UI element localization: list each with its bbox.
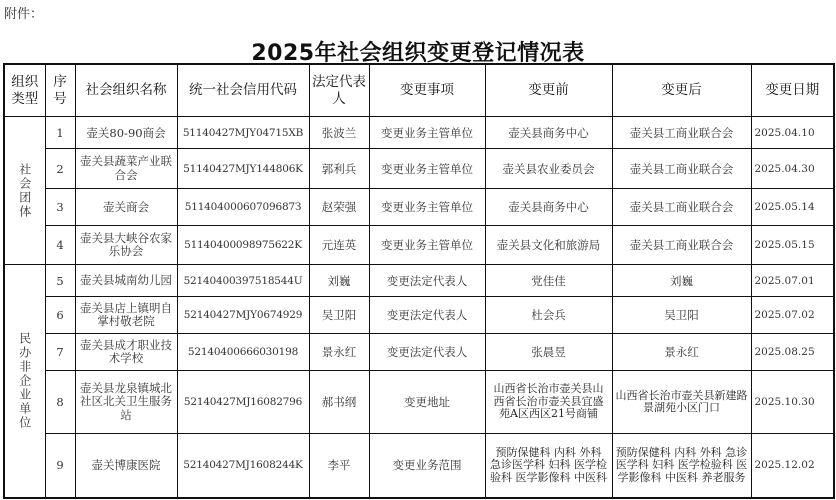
legal-rep-cell: 刘巍 <box>309 265 369 297</box>
change-date-cell: 2025.08.25 <box>751 334 834 371</box>
change-item-cell: 变更地址 <box>369 371 485 434</box>
change-date-cell: 2025.04.10 <box>751 117 834 149</box>
before-cell: 壶关县文化和旅游局 <box>485 226 612 265</box>
seq-cell: 2 <box>45 149 75 189</box>
legal-rep-cell: 赵荣强 <box>309 189 369 226</box>
page-title: 2025年社会组织变更登记情况表 <box>251 41 585 66</box>
change-item-cell: 变更业务主管单位 <box>369 149 485 189</box>
table-row <box>4 149 834 189</box>
legal-rep-cell: 吴卫阳 <box>309 297 369 334</box>
change-item-cell: 变更业务主管单位 <box>369 226 485 265</box>
after-cell: 壶关县工商业联合会 <box>612 189 751 226</box>
seq-cell: 8 <box>45 371 75 434</box>
before-cell: 壶关县商务中心 <box>485 117 612 149</box>
org-name-cell: 壶关县蔬菜产业联合会 <box>75 149 177 189</box>
org-name-cell: 壶关县龙泉镇城北社区北关卫生服务站 <box>75 371 177 434</box>
legal-rep-cell: 郝书纲 <box>309 371 369 434</box>
change-date-cell: 2025.10.30 <box>751 371 834 434</box>
credit-code-cell: 51140427MJY04715XB <box>177 117 309 149</box>
after-cell: 壶关县工商业联合会 <box>612 149 751 189</box>
credit-code-cell: 52140400666030198 <box>177 334 309 371</box>
change-item-cell: 变更法定代表人 <box>369 297 485 334</box>
header-change-item: 变更事项 <box>369 64 485 117</box>
before-cell: 杜会兵 <box>485 297 612 334</box>
credit-code-cell: 52140427MJY0674929 <box>177 297 309 334</box>
seq-cell: 4 <box>45 226 75 265</box>
credit-code-cell: 52140427MJ16082796 <box>177 371 309 434</box>
header-credit-code: 统一社会信用代码 <box>177 64 309 117</box>
change-date-cell: 2025.07.01 <box>751 265 834 297</box>
header-change-date: 变更日期 <box>751 64 834 117</box>
after-cell: 刘巍 <box>612 265 751 297</box>
legal-rep-cell: 郭利兵 <box>309 149 369 189</box>
legal-rep-cell: 李平 <box>309 434 369 498</box>
header-org-name: 社会组织名称 <box>75 64 177 117</box>
credit-code-cell: 52140400397518544U <box>177 265 309 297</box>
seq-cell: 1 <box>45 117 75 149</box>
change-item-cell: 变更业务主管单位 <box>369 189 485 226</box>
change-date-cell: 2025.04.30 <box>751 149 834 189</box>
header-after: 变更后 <box>612 64 751 117</box>
org-name-cell: 壶关县店上镇明自掌村敬老院 <box>75 297 177 334</box>
change-registration-table <box>3 63 835 499</box>
credit-code-cell: 51140400060709687З <box>177 189 309 226</box>
header-legal-rep: 法定代表人 <box>309 64 369 117</box>
attachment-label: 附件： <box>4 7 44 22</box>
before-cell: 预防保健科 内科 外科 急诊医学科 妇科 医学检验科 医学影像科 中医科 <box>485 434 612 498</box>
table-row <box>4 226 834 265</box>
before-cell: 党佳佳 <box>485 265 612 297</box>
table-row <box>4 189 834 226</box>
org-name-cell: 壶关县成才职业技术学校 <box>75 334 177 371</box>
after-cell: 山西省长治市壶关县新建路景湖苑小区门口 <box>612 371 751 434</box>
table-row <box>4 334 834 371</box>
table-header-row <box>4 64 834 117</box>
org-name-cell: 壶关县大峡谷农家乐协会 <box>75 226 177 265</box>
header-seq-no: 序号 <box>45 64 75 117</box>
legal-rep-cell: 景永红 <box>309 334 369 371</box>
header-before: 变更前 <box>485 64 612 117</box>
table-row <box>4 297 834 334</box>
legal-rep-cell: 元连英 <box>309 226 369 265</box>
after-cell: 预防保健科 内科 外科 急诊医学科 妇科 医学检验科 医学影像科 中医科 养老服务 <box>612 434 751 498</box>
change-item-cell: 变更法定代表人 <box>369 334 485 371</box>
org-name-cell: 壶关80-90商会 <box>75 117 177 149</box>
seq-cell: 9 <box>45 434 75 498</box>
table-row <box>4 371 834 434</box>
change-date-cell: 2025.07.02 <box>751 297 834 334</box>
change-date-cell: 2025.05.15 <box>751 226 834 265</box>
category-cell: 民办非企业单位 <box>4 265 45 498</box>
after-cell: 景永红 <box>612 334 751 371</box>
change-item-cell: 变更业务主管单位 <box>369 117 485 149</box>
category-cell: 社会团体 <box>4 117 45 265</box>
change-item-cell: 变更法定代表人 <box>369 265 485 297</box>
after-cell: 吴卫阳 <box>612 297 751 334</box>
seq-cell: 3 <box>45 189 75 226</box>
org-name-cell: 壶关县城南幼儿园 <box>75 265 177 297</box>
change-item-cell: 变更业务范围 <box>369 434 485 498</box>
before-cell: 山西省长治市壶关县山西省长治市壶关县宜盛苑A区西区21号商铺 <box>485 371 612 434</box>
before-cell: 张晨昱 <box>485 334 612 371</box>
seq-cell: 5 <box>45 265 75 297</box>
header-org-type: 组织类型 <box>4 64 45 117</box>
org-name-cell: 壶关商会 <box>75 189 177 226</box>
before-cell: 壶关县农业委员会 <box>485 149 612 189</box>
seq-cell: 7 <box>45 334 75 371</box>
seq-cell: 6 <box>45 297 75 334</box>
credit-code-cell: 52140427MJ1608244K <box>177 434 309 498</box>
after-cell: 壶关县工商业联合会 <box>612 117 751 149</box>
table-row <box>4 434 834 498</box>
change-date-cell: 2025.12.02 <box>751 434 834 498</box>
change-date-cell: 2025.05.14 <box>751 189 834 226</box>
before-cell: 壶关县商务中心 <box>485 189 612 226</box>
table-row <box>4 117 834 149</box>
after-cell: 壶关县工商业联合会 <box>612 226 751 265</box>
org-name-cell: 壶关博康医院 <box>75 434 177 498</box>
legal-rep-cell: 张波兰 <box>309 117 369 149</box>
table-row <box>4 265 834 297</box>
credit-code-cell: 51140400098975622K <box>177 226 309 265</box>
credit-code-cell: 51140427MJY144806K <box>177 149 309 189</box>
